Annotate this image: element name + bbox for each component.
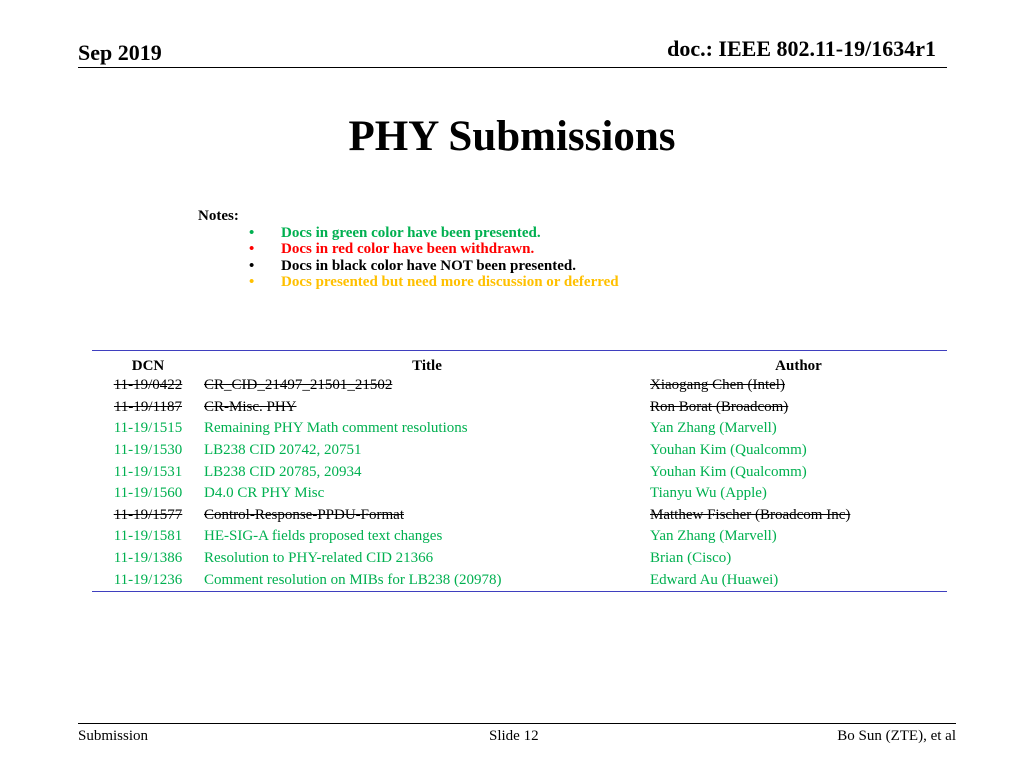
table-row: [92, 526, 947, 548]
cell-author: Ron Borat (Broadcom): [650, 398, 789, 415]
footer-submission: Submission: [78, 728, 149, 744]
cell-dcn: 11-19/1581: [113, 528, 183, 545]
cell-author: Youhan Kim (Qualcomm): [650, 463, 807, 480]
footer-slide-number: Slide 12: [489, 728, 539, 744]
footer-author: Bo Sun (ZTE), et al: [837, 728, 956, 744]
cell-dcn: 11-19/1386: [113, 550, 183, 567]
slide-title: PHY Submissions: [348, 113, 676, 160]
table-row: [92, 483, 947, 505]
cell-author: Brian (Cisco): [650, 550, 732, 567]
notes-list: [198, 225, 619, 291]
header-author: Author: [775, 358, 822, 374]
cell-author: Xiaogang Chen (Intel): [650, 377, 785, 394]
cell-title: Control-Response-PPDU-Format: [204, 506, 404, 523]
note-text: Docs in red color have been withdrawn.: [281, 241, 535, 257]
table-row: [92, 548, 947, 570]
cell-author: Edward Au (Huawei): [650, 571, 779, 588]
cell-author: Youhan Kim (Qualcomm): [650, 442, 807, 459]
table-row: [92, 569, 947, 591]
note-item: [198, 241, 619, 258]
table-row: [92, 418, 947, 440]
cell-title: Comment resolution on MIBs for LB238 (20978): [204, 571, 502, 588]
table-header-row: [92, 351, 947, 376]
header-date: Sep 2019: [78, 40, 162, 65]
footer-divider: [78, 723, 956, 724]
header-doc-id: doc.: IEEE 802.11-19/1634r1: [667, 36, 936, 61]
note-item: [198, 258, 619, 275]
cell-title: D4.0 CR PHY Misc: [204, 485, 325, 502]
note-item: [198, 225, 619, 242]
submissions-table: [92, 350, 947, 592]
submissions-table-container: [92, 350, 947, 592]
cell-dcn: 11-19/1531: [113, 463, 183, 480]
cell-author: Yan Zhang (Marvell): [650, 528, 777, 545]
cell-title: LB238 CID 20785, 20934: [204, 463, 362, 480]
cell-author: Tianyu Wu (Apple): [650, 485, 767, 502]
cell-title: LB238 CID 20742, 20751: [204, 442, 362, 459]
cell-title: CR_CID_21497_21501_21502: [204, 377, 393, 394]
notes-block: [198, 208, 619, 291]
table-row: [92, 461, 947, 483]
cell-title: CR-Misc. PHY: [204, 398, 297, 415]
cell-dcn: 11-19/1577: [113, 506, 183, 523]
table-row: [92, 505, 947, 527]
cell-dcn: 11-19/0422: [113, 377, 183, 394]
table-row: [92, 440, 947, 462]
bullet-icon: •: [249, 224, 255, 241]
cell-title: HE-SIG-A fields proposed text changes: [204, 528, 443, 545]
cell-dcn: 11-19/1187: [113, 398, 183, 415]
header-title: Title: [412, 358, 442, 374]
bullet-icon: •: [249, 274, 255, 290]
note-text: Docs in green color have been presented.: [281, 224, 541, 241]
note-text: Docs presented but need more discussion or deferred: [281, 274, 619, 290]
cell-author: Matthew Fischer (Broadcom Inc): [650, 506, 851, 523]
header-dcn: DCN: [131, 358, 165, 374]
cell-title: Resolution to PHY-related CID 21366: [204, 550, 434, 567]
table-row: [92, 397, 947, 419]
header-divider: [78, 67, 947, 68]
note-text: Docs in black color have NOT been presented.: [281, 257, 577, 274]
cell-dcn: 11-19/1515: [113, 420, 183, 437]
cell-author: Yan Zhang (Marvell): [650, 420, 777, 437]
notes-heading: Notes:: [198, 208, 239, 224]
cell-dcn: 11-19/1560: [113, 485, 183, 502]
bullet-icon: •: [249, 241, 255, 257]
note-item: [198, 274, 619, 291]
bullet-icon: •: [249, 257, 255, 274]
cell-title: Remaining PHY Math comment resolutions: [204, 420, 468, 437]
table-row: [92, 375, 947, 397]
cell-dcn: 11-19/1530: [113, 442, 183, 459]
cell-dcn: 11-19/1236: [113, 571, 183, 588]
